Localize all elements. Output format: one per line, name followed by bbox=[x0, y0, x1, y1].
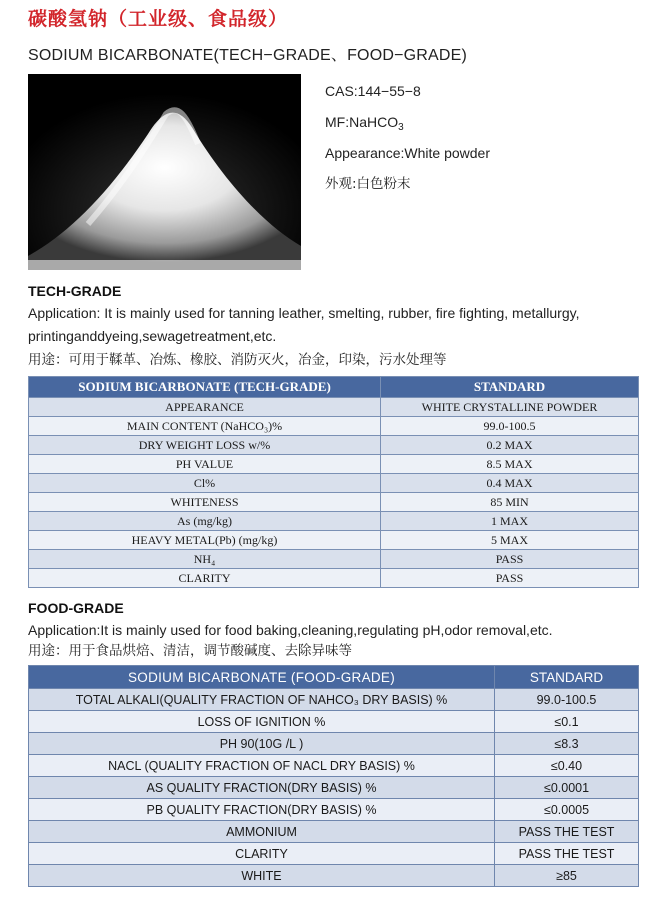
table-cell-item: PH VALUE bbox=[29, 455, 381, 474]
food-grade-heading: FOOD-GRADE bbox=[28, 600, 124, 616]
table-cell-standard: 8.5 MAX bbox=[381, 455, 639, 474]
table-cell-standard: 99.0-100.5 bbox=[381, 417, 639, 436]
table-row bbox=[29, 821, 639, 843]
table-cell-standard: 0.4 MAX bbox=[381, 474, 639, 493]
table-row bbox=[29, 733, 639, 755]
food-grade-table bbox=[28, 665, 639, 887]
table-cell-standard: 1 MAX bbox=[381, 512, 639, 531]
appearance-en: Appearance:White powder bbox=[325, 145, 490, 161]
table-cell-item: PB QUALITY FRACTION(DRY BASIS) % bbox=[29, 799, 495, 821]
table-cell-item: CLARITY bbox=[29, 843, 495, 865]
tech-grade-table bbox=[28, 376, 639, 588]
tech-application-en-2: printinganddyeing,sewagetreatment,etc. bbox=[28, 328, 277, 344]
table-cell-item: NH₄ bbox=[29, 550, 381, 569]
table-cell-item: LOSS OF IGNITION % bbox=[29, 711, 495, 733]
table-cell-item: AS QUALITY FRACTION(DRY BASIS) % bbox=[29, 777, 495, 799]
table-row bbox=[29, 398, 639, 417]
product-properties bbox=[325, 82, 490, 206]
table-header-row bbox=[29, 666, 639, 689]
table-cell-standard: ≤0.0001 bbox=[495, 777, 639, 799]
table-row bbox=[29, 569, 639, 588]
table-cell-standard: ≤0.40 bbox=[495, 755, 639, 777]
table-cell-item: HEAVY METAL(Pb) (mg/kg) bbox=[29, 531, 381, 550]
tech-grade-heading: TECH-GRADE bbox=[28, 283, 122, 299]
table-cell-item: APPEARANCE bbox=[29, 398, 381, 417]
table-cell-standard: ≤8.3 bbox=[495, 733, 639, 755]
table-header-cell: SODIUM BICARBONATE (TECH-GRADE) bbox=[29, 377, 381, 398]
table-cell-standard: 85 MIN bbox=[381, 493, 639, 512]
table-row bbox=[29, 689, 639, 711]
table-cell-standard: ≤0.1 bbox=[495, 711, 639, 733]
mf-text: MF:NaHCO bbox=[325, 114, 399, 130]
page-title-en: SODIUM BICARBONATE(TECH−GRADE、FOOD−GRADE) bbox=[28, 47, 468, 64]
table-header-row bbox=[29, 377, 639, 398]
table-row bbox=[29, 799, 639, 821]
table-cell-item: Cl% bbox=[29, 474, 381, 493]
molecular-formula bbox=[325, 113, 490, 144]
table-cell-standard: PASS THE TEST bbox=[495, 821, 639, 843]
table-row bbox=[29, 436, 639, 455]
table-row bbox=[29, 455, 639, 474]
table-cell-standard: 0.2 MAX bbox=[381, 436, 639, 455]
table-row bbox=[29, 531, 639, 550]
mf-subscript: 3 bbox=[398, 122, 404, 133]
table-cell-standard: PASS bbox=[381, 550, 639, 569]
table-cell-item: WHITENESS bbox=[29, 493, 381, 512]
table-cell-standard: 99.0-100.5 bbox=[495, 689, 639, 711]
table-header-cell: STANDARD bbox=[495, 666, 639, 689]
food-application-en: Application:It is mainly used for food baking,cleaning,regulating pH,odor removal,etc. bbox=[28, 622, 553, 638]
tech-application-en-1: Application: It is mainly used for tanning leather, smelting, rubber, fire fighting, metallurgy, bbox=[28, 305, 580, 321]
table-cell-item: AMMONIUM bbox=[29, 821, 495, 843]
table-cell-standard: WHITE CRYSTALLINE POWDER bbox=[381, 398, 639, 417]
product-photo bbox=[28, 74, 301, 270]
table-header-cell: SODIUM BICARBONATE (FOOD-GRADE) bbox=[29, 666, 495, 689]
table-row bbox=[29, 755, 639, 777]
table-cell-item: NACL (QUALITY FRACTION OF NACL DRY BASIS) % bbox=[29, 755, 495, 777]
table-cell-standard: ≤0.0005 bbox=[495, 799, 639, 821]
table-row bbox=[29, 865, 639, 887]
table-row bbox=[29, 711, 639, 733]
table-cell-standard: PASS bbox=[381, 569, 639, 588]
table-row bbox=[29, 512, 639, 531]
table-cell-standard: 5 MAX bbox=[381, 531, 639, 550]
cas-number: CAS:144−55−8 bbox=[325, 83, 421, 99]
table-cell-item: CLARITY bbox=[29, 569, 381, 588]
table-row bbox=[29, 777, 639, 799]
table-cell-standard: PASS THE TEST bbox=[495, 843, 639, 865]
table-row bbox=[29, 417, 639, 436]
table-cell-item: PH 90(10G /L ) bbox=[29, 733, 495, 755]
table-cell-item: TOTAL ALKALI(QUALITY FRACTION OF NAHCO₃ DRY BASIS) % bbox=[29, 689, 495, 711]
table-row bbox=[29, 493, 639, 512]
table-row bbox=[29, 474, 639, 493]
table-cell-item: As (mg/kg) bbox=[29, 512, 381, 531]
table-cell-standard: ≥85 bbox=[495, 865, 639, 887]
table-cell-item: WHITE bbox=[29, 865, 495, 887]
appearance-cn: 外观:白色粉末 bbox=[325, 176, 411, 192]
table-cell-item: MAIN CONTENT (NaHCO₃)% bbox=[29, 417, 381, 436]
food-application-cn: 用途：用于食品烘焙、清洁，调节酸碱度、去除异味等 bbox=[28, 643, 352, 659]
table-cell-item: DRY WEIGHT LOSS w/% bbox=[29, 436, 381, 455]
table-row bbox=[29, 843, 639, 865]
page-title-cn: 碳酸氢钠（工业级、食品级） bbox=[28, 8, 289, 30]
table-row bbox=[29, 550, 639, 569]
tech-application-cn: 用途：可用于鞣革、冶炼、橡胶、消防灭火，冶金，印染，污水处理等 bbox=[28, 352, 447, 368]
table-header-cell: STANDARD bbox=[381, 377, 639, 398]
